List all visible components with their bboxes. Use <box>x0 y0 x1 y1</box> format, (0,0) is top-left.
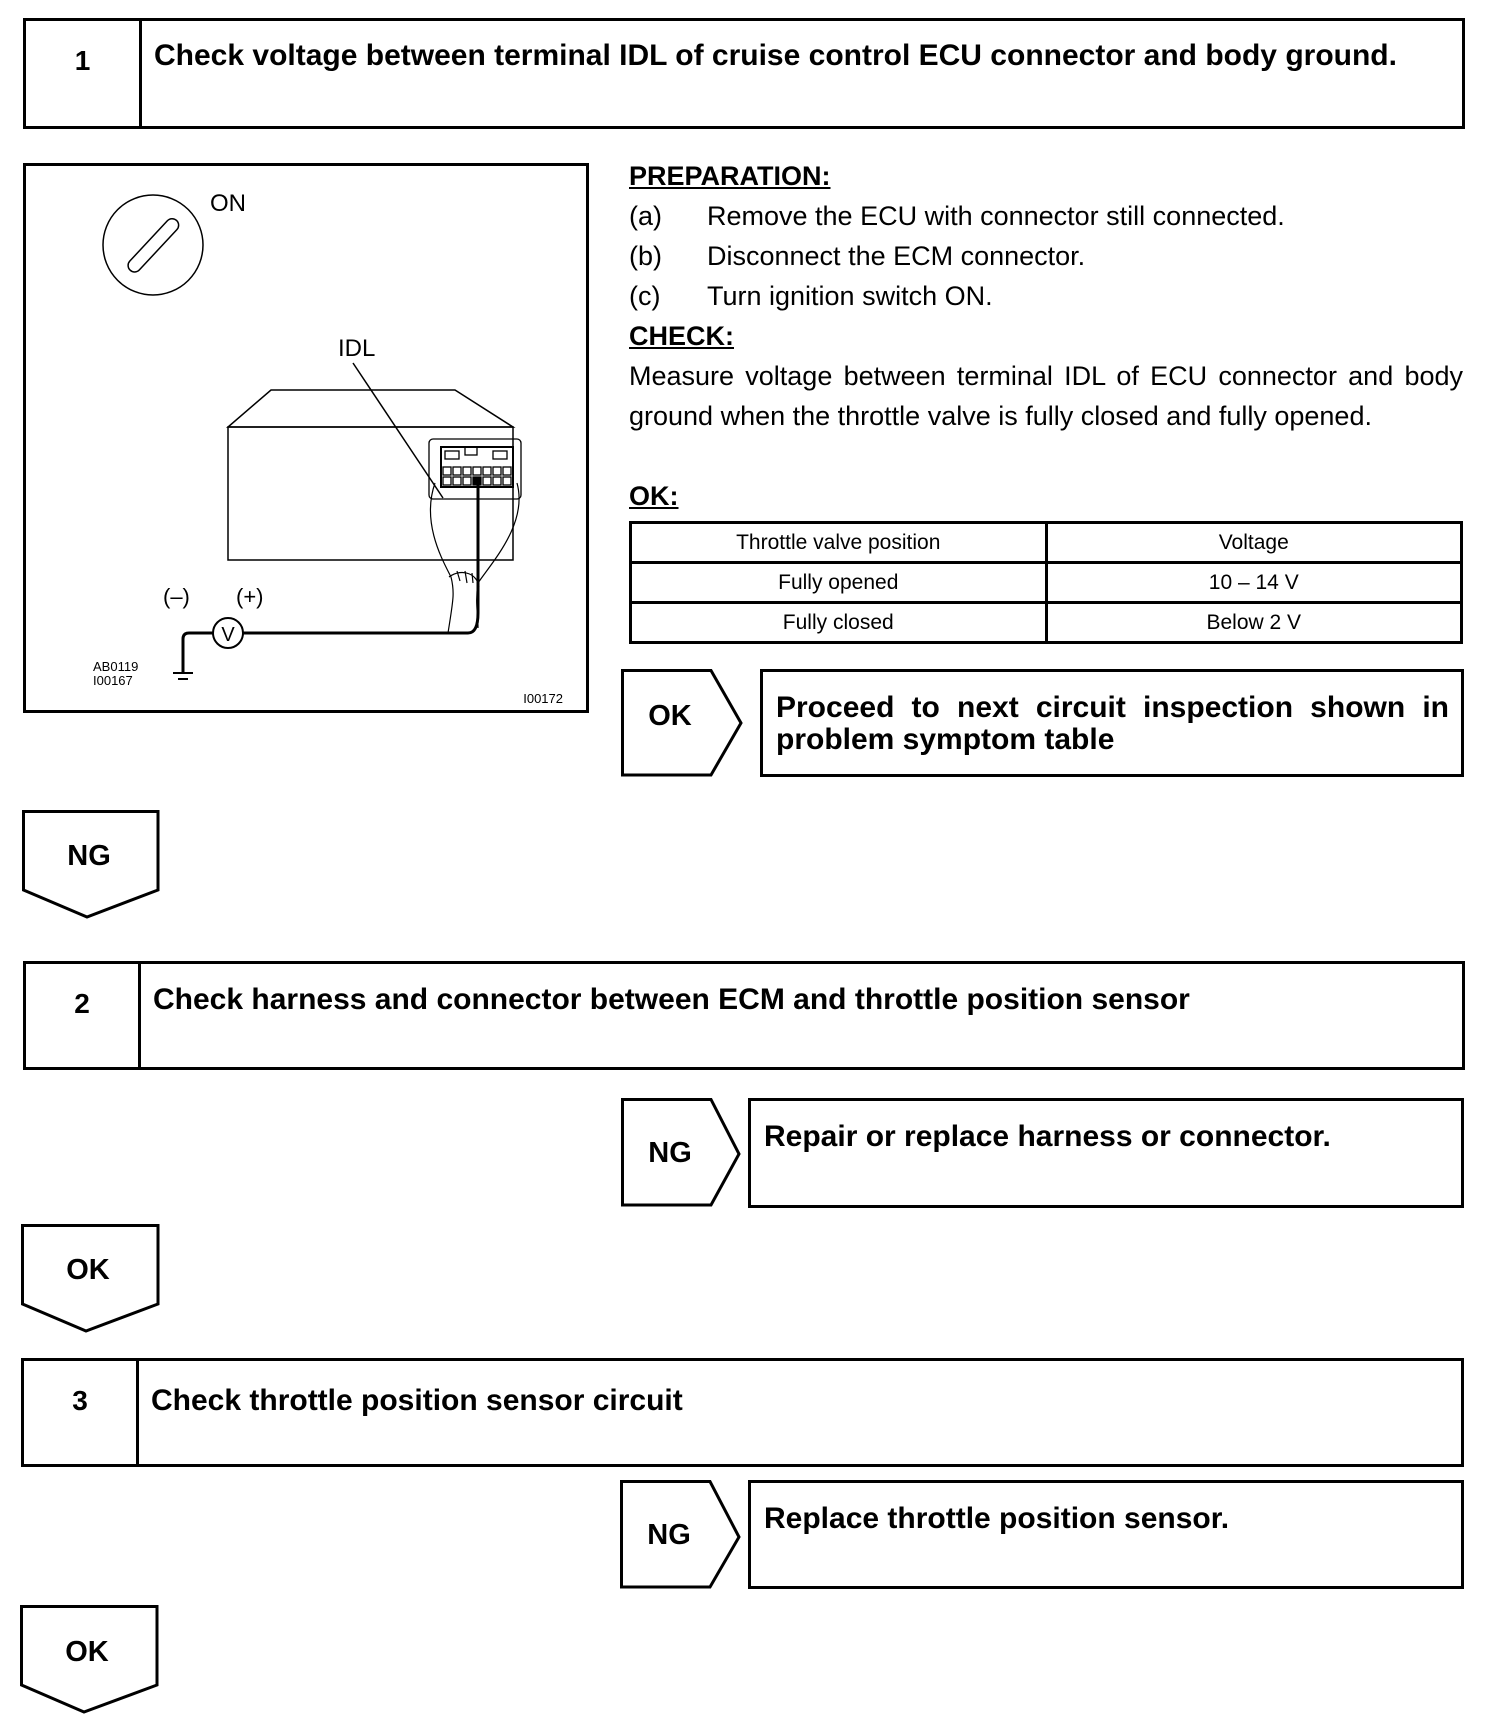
step-1-header <box>23 18 1465 129</box>
step-title: Check throttle position sensor circuit <box>151 1384 683 1417</box>
step-title: Check voltage between terminal IDL of cruise control ECU connector and body ground. <box>154 39 1397 72</box>
preparation-item <box>629 196 1285 236</box>
ng-branch-label: NG <box>647 1519 691 1551</box>
ok-heading: OK: <box>629 481 679 511</box>
positive-probe-wire <box>243 483 478 633</box>
preparation-item <box>629 276 993 316</box>
table-row <box>631 603 1462 643</box>
step-number: 1 <box>26 21 142 126</box>
connector-icon <box>429 439 521 499</box>
column-header: Throttle valve position <box>631 523 1047 563</box>
ref-code-1: AB0119 <box>93 659 139 674</box>
step-title: Check harness and connector between ECM and throttle position sensor <box>153 983 1190 1016</box>
column-header: Voltage <box>1046 523 1462 563</box>
ng-result-box: Repair or replace harness or connector. <box>748 1098 1464 1208</box>
voltmeter-symbol: V <box>221 624 235 646</box>
ng-branch-label: NG <box>648 1137 692 1169</box>
table-cell: 10 – 14 V <box>1046 563 1462 603</box>
item-text: Remove the ECU with connector still connected. <box>707 201 1285 231</box>
ground-icon <box>173 673 193 679</box>
preparation-item <box>629 236 1085 276</box>
idl-label: IDL <box>338 335 376 362</box>
check-text: Measure voltage between terminal IDL of ECU connector and body ground when the throttle valve is fully closed and fully opened. <box>629 361 1463 431</box>
table-row <box>631 563 1462 603</box>
check-heading: CHECK: <box>629 321 734 351</box>
ok-down-label: OK <box>65 1636 109 1668</box>
preparation-heading: PREPARATION: <box>629 161 831 191</box>
positive-label: (+) <box>236 584 264 609</box>
table-header-row <box>631 523 1462 563</box>
ecu-voltage-diagram <box>23 163 589 713</box>
ng-down-label: NG <box>67 840 111 872</box>
figure-code: I00172 <box>523 691 563 706</box>
ok-branch-label: OK <box>648 700 692 732</box>
diagram-figure <box>23 163 589 713</box>
step-number: 3 <box>24 1361 139 1464</box>
ok-down-label: OK <box>66 1254 110 1286</box>
item-label: (b) <box>629 241 662 271</box>
item-text: Turn ignition switch ON. <box>707 281 993 311</box>
item-label: (a) <box>629 201 662 231</box>
step-number: 2 <box>26 964 141 1067</box>
spec-table <box>629 521 1463 644</box>
table-cell: Fully opened <box>631 563 1047 603</box>
table-cell: Below 2 V <box>1046 603 1462 643</box>
item-label: (c) <box>629 281 661 311</box>
ok-result-box: Proceed to next circuit inspection shown in problem symptom table <box>760 669 1464 777</box>
item-text: Disconnect the ECM connector. <box>707 241 1086 271</box>
step-3-header <box>21 1358 1464 1467</box>
negative-label: (–) <box>163 584 190 609</box>
step-2-header <box>23 961 1465 1070</box>
negative-probe-wire <box>183 633 213 673</box>
switch-on-label: ON <box>210 190 246 217</box>
table-cell: Fully closed <box>631 603 1047 643</box>
ng-result-box: Replace throttle position sensor. <box>748 1480 1464 1589</box>
ignition-switch-icon <box>103 195 203 295</box>
wire-harness <box>430 483 519 633</box>
ref-code-2: I00167 <box>93 673 133 688</box>
